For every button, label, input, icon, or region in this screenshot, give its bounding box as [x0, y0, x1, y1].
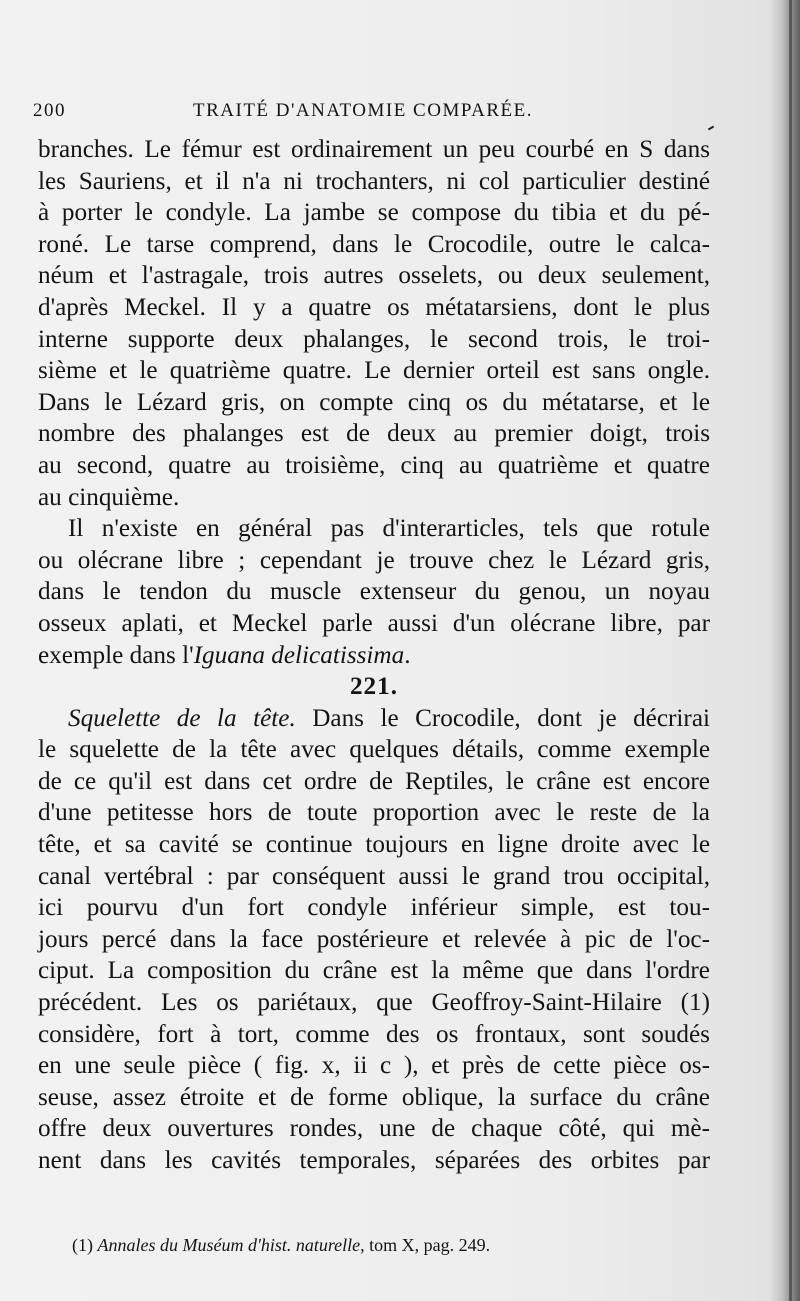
text-line: sième et le quatrième quatre. Le dernier orteil est sans ongle.: [38, 357, 710, 385]
text-line: canal vertébral : par conséquent aussi le grand trou occipital,: [38, 862, 710, 890]
text-line: dans le tendon du muscle extenseur du genou, un noyau: [38, 578, 710, 606]
text-line: osseux aplati, et Meckel parle aussi d'un olécrane libre, par: [38, 609, 710, 637]
species-name: Iguana delicatissima: [193, 641, 405, 669]
running-title: TRAITÉ D'ANATOMIE COMPARÉE.: [193, 100, 534, 121]
text-line: offre deux ouvertures rondes, une de chaque côté, qui mè-: [38, 1115, 710, 1143]
text-line: nombre des phalanges est de deux au premier doigt, trois: [38, 420, 710, 448]
text-line: ciput. La composition du crâne est la même que dans l'ordre: [38, 957, 710, 985]
text-line: [38, 703, 710, 735]
body-text: [38, 134, 710, 1177]
section-heading: Squelette de la tête.: [68, 704, 296, 732]
text-line: précédent. Les os pariétaux, que Geoffroy-Saint-Hilaire (1): [38, 989, 710, 1017]
text-line: [38, 640, 710, 672]
text-line: tête, et sa cavité se continue toujours en ligne droite avec le: [38, 831, 710, 859]
text-line: branches. Le fémur est ordinairement un peu courbé en S dans: [38, 136, 710, 163]
text-line: au cinquième.: [38, 483, 180, 511]
text-line: jours percé dans la face postérieure et relevée à pic de l'oc-: [38, 925, 710, 953]
page-edge: [789, 0, 792, 1301]
page-gutter-shadow: [770, 0, 800, 1301]
text-line: seuse, assez étroite et de forme oblique, la surface du crâne: [38, 1083, 710, 1111]
text-fragment: exemple dans l': [38, 641, 194, 669]
text-line: de ce qu'il est dans cet ordre de Reptiles, le crâne est encore: [38, 767, 710, 795]
text-line: ou olécrane libre ; cependant je trouve chez le Lézard gris,: [38, 546, 710, 574]
text-line: d'après Meckel. Il y a quatre os métatarsiens, dont le plus: [38, 293, 710, 321]
text-line: Il n'existe en général pas d'interarticles, tels que rotule: [68, 515, 710, 543]
text-line: ici pourvu d'un fort condyle inférieur simple, est tou-: [38, 894, 710, 922]
page-number: 200: [33, 100, 66, 121]
text-line: les Sauriens, et il n'a ni trochanters, ni col particulier destiné: [38, 167, 710, 195]
footnote-marker: (1): [72, 1235, 93, 1255]
text-line: nent dans les cavités temporales, séparées des orbites par: [38, 1147, 710, 1174]
text-line: au second, quatre au troisième, cinq au quatrième et quatre: [38, 451, 710, 479]
text-line: néum et l'astragale, trois autres osselets, ou deux seulement,: [38, 262, 710, 290]
text-line: en une seule pièce ( fig. x, ii c ), et près de cette pièce os-: [38, 1052, 710, 1080]
footnote: [72, 1235, 692, 1256]
text-fragment: Dans le Crocodile, dont je décrirai: [295, 704, 710, 732]
text-line: Dans le Lézard gris, on compte cinq os du métatarse, et le: [38, 388, 710, 416]
text-line: d'une petitesse hors de toute proportion avec le reste de la: [38, 799, 710, 827]
text-line: considère, fort à tort, comme des os frontaux, sont soudés: [38, 1020, 710, 1048]
running-header: [33, 100, 723, 130]
text-line: à porter le condyle. La jambe se compose du tibia et du pé-: [38, 199, 710, 227]
text-line: roné. Le tarse comprend, dans le Crocodile, outre le calca-: [38, 230, 710, 258]
text-line: interne supporte deux phalanges, le second trois, le troi-: [38, 325, 710, 353]
footnote-source: Annales du Muséum d'hist. naturelle,: [97, 1235, 365, 1255]
section-number: 221.: [349, 673, 399, 701]
text-fragment: .: [404, 641, 411, 669]
footnote-text: tom X, pag. 249.: [364, 1235, 491, 1255]
text-line: le squelette de la tête avec quelques détails, comme exemple: [38, 736, 710, 764]
